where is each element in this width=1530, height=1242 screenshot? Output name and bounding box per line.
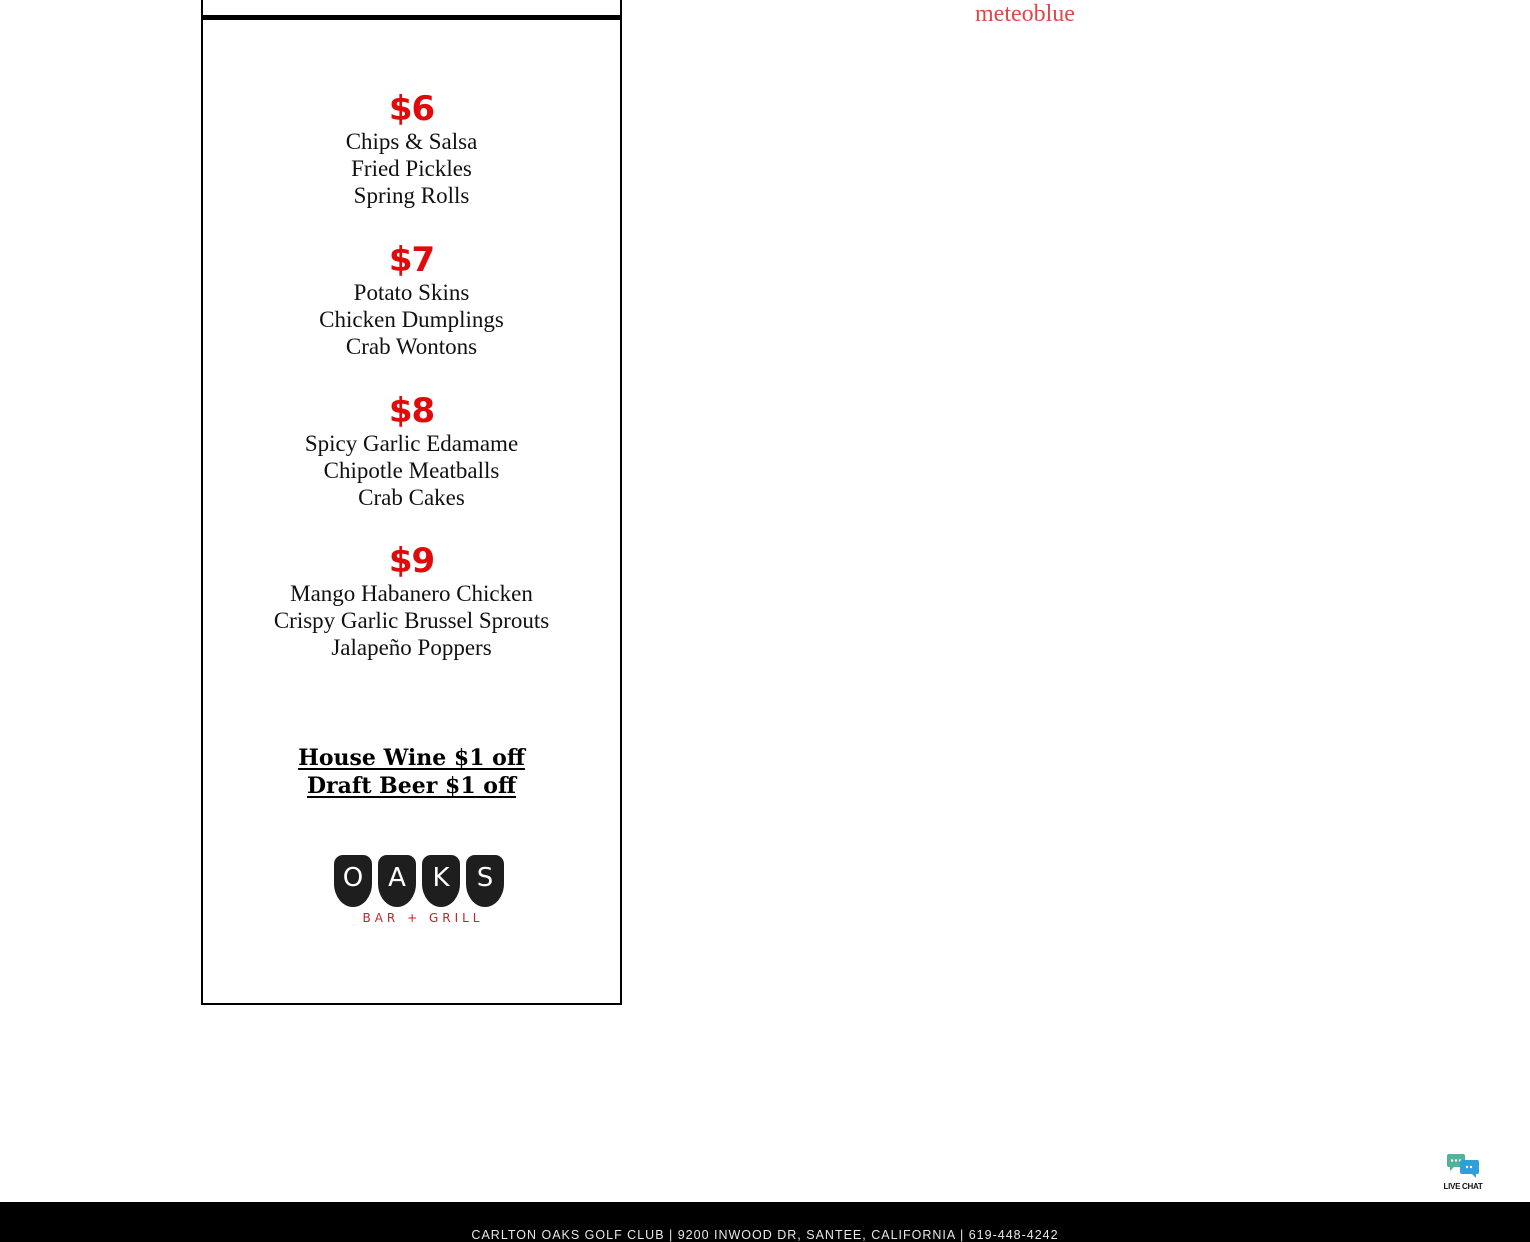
live-chat-button[interactable] bbox=[1440, 1153, 1486, 1195]
menu-section-7 bbox=[203, 241, 620, 360]
drink-specials bbox=[203, 744, 620, 800]
logo-subtitle: BAR + GRILL bbox=[362, 911, 484, 925]
logo-letter: K bbox=[422, 855, 460, 907]
special-house-wine: House Wine $1 off bbox=[298, 745, 525, 771]
chat-bubbles-icon bbox=[1445, 1153, 1481, 1181]
menu-item: Chipotle Meatballs bbox=[323, 458, 500, 483]
oaks-bar-grill-logo bbox=[334, 855, 506, 925]
menu-item: Crispy Garlic Brussel Sprouts bbox=[273, 608, 550, 633]
happy-hour-menu-card bbox=[201, 0, 622, 1005]
menu-item: Potato Skins bbox=[353, 280, 470, 305]
price-heading: $8 bbox=[388, 391, 435, 431]
menu-item: Crab Cakes bbox=[358, 485, 465, 510]
menu-item: Mango Habanero Chicken bbox=[290, 581, 533, 606]
price-heading: $9 bbox=[388, 541, 435, 581]
price-heading: $6 bbox=[388, 89, 435, 129]
site-footer bbox=[0, 1202, 1530, 1242]
menu-item: Spring Rolls bbox=[353, 183, 470, 208]
meteoblue-link[interactable]: meteoblue bbox=[975, 1, 1075, 27]
menu-item: Fried Pickles bbox=[351, 156, 472, 181]
menu-item: Jalapeño Poppers bbox=[331, 635, 492, 660]
menu-section-6 bbox=[203, 90, 620, 209]
price-heading: $7 bbox=[388, 240, 435, 280]
menu-item: Crab Wontons bbox=[345, 334, 478, 359]
menu-item: Chips & Salsa bbox=[345, 129, 478, 154]
menu-item: Spicy Garlic Edamame bbox=[304, 431, 519, 456]
special-draft-beer: Draft Beer $1 off bbox=[306, 773, 517, 799]
menu-top-rule bbox=[203, 15, 620, 20]
logo-shields bbox=[334, 855, 506, 907]
footer-address: CARLTON OAKS GOLF CLUB | 9200 INWOOD DR, SANTEE, CALIFORNIA | 619-448-4242 bbox=[471, 1228, 1059, 1242]
menu-section-9 bbox=[203, 542, 620, 661]
logo-letter: S bbox=[466, 855, 504, 907]
logo-letter: A bbox=[378, 855, 416, 907]
chat-label: LIVE CHAT bbox=[1443, 1182, 1483, 1191]
menu-section-8 bbox=[203, 392, 620, 511]
menu-item: Chicken Dumplings bbox=[319, 307, 504, 332]
logo-letter: O bbox=[334, 855, 372, 907]
